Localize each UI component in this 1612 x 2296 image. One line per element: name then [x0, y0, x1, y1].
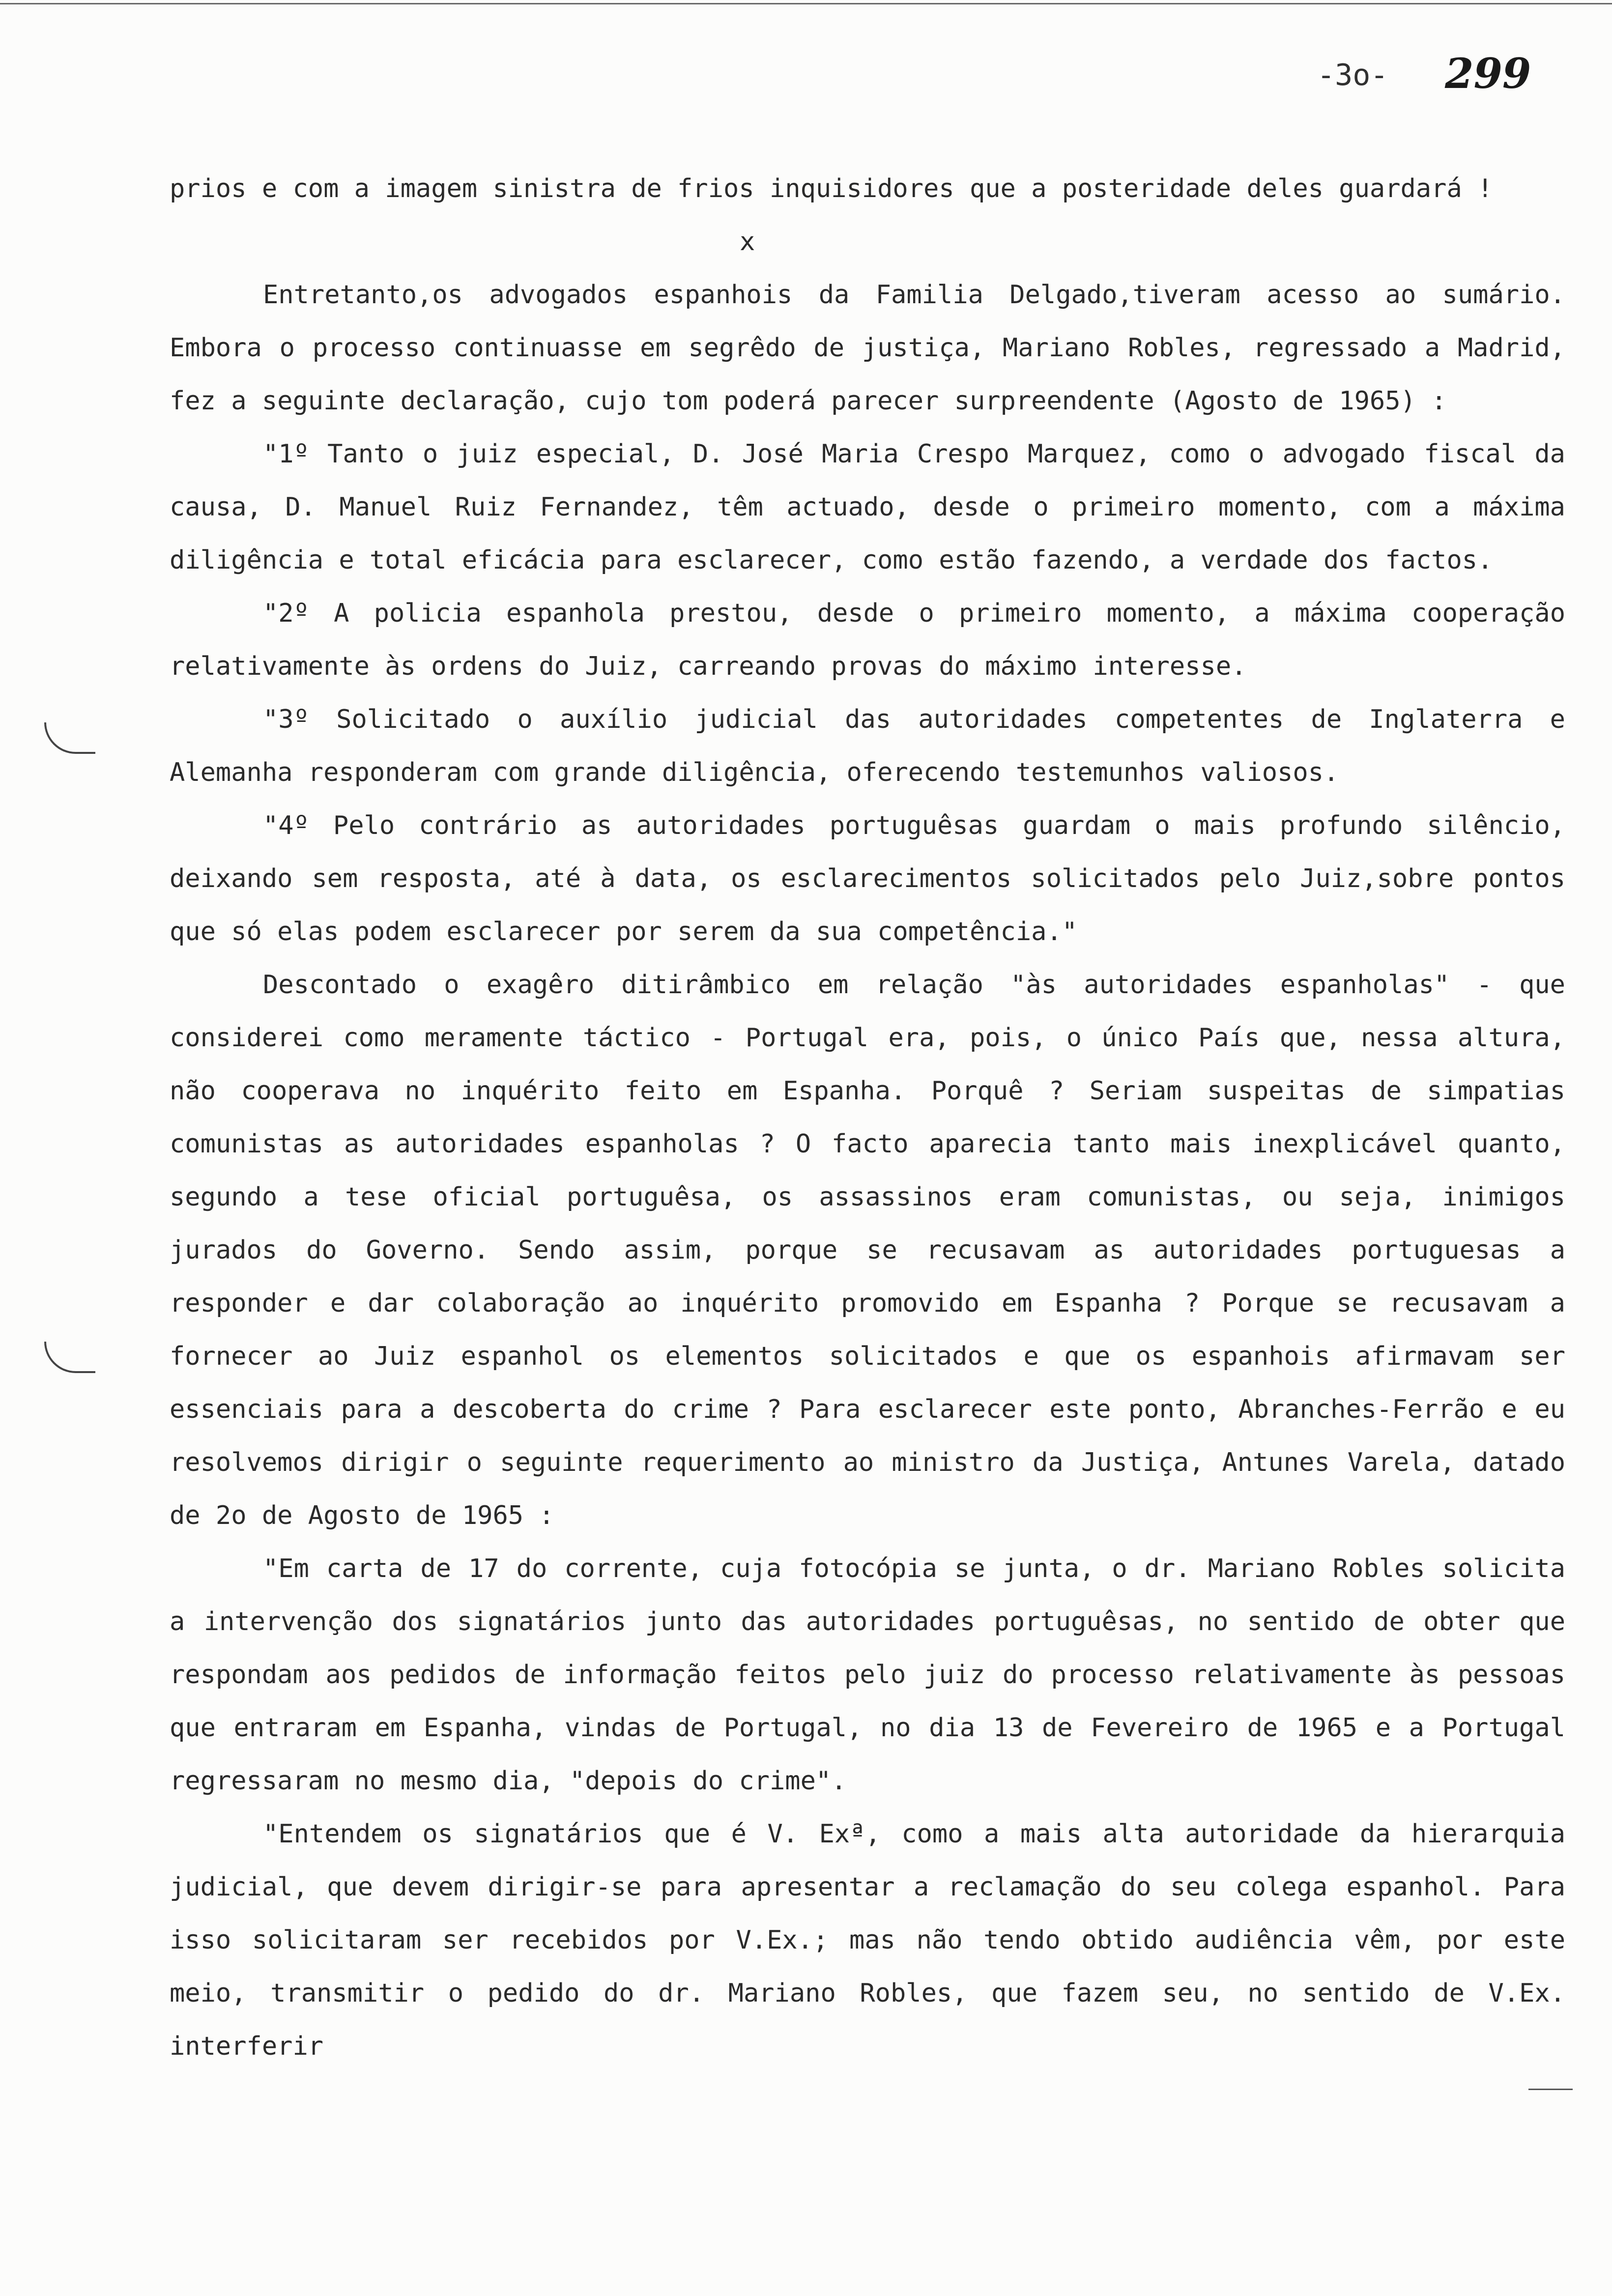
handwritten-folio-number: 299 — [1445, 49, 1531, 98]
margin-dash-mark — [1528, 2089, 1573, 2090]
quote-point-1: "1º Tanto o juiz especial, D. José Maria Crespo Marquez, como o advogado fiscal da causa, D. Manuel Ruiz Fernandez, têm actuado, desde o primeiro momento, com a máxima diligência e total eficácia para esclarecer, como estão fazendo, a verdade dos factos. — [170, 439, 1565, 575]
page-number: -3o- — [1317, 58, 1388, 92]
paragraph-continuation: prios e com a imagem sinistra de frios inquisidores que a posteridade deles guardará ! — [170, 174, 1493, 203]
page-top-edge — [0, 3, 1612, 4]
quote-point-2: "2º A policia espanhola prestou, desde o primeiro momento, a máxima cooperação relativamente às ordens do Juiz, carreando provas do máximo interesse. — [170, 599, 1565, 681]
quote-point-3: "3º Solicitado o auxílio judicial das autoridades competentes de Inglaterra e Alemanha responderam com grande diligência, oferecendo testemunhos valiosos. — [170, 705, 1565, 787]
section-separator: x — [740, 227, 755, 257]
quote-point-4: "4º Pelo contrário as autoridades portuguêsas guardam o mais profundo silêncio, deixando sem resposta, até à data, os esclarecimentos solicitados pelo Juiz,sobre pontos que só elas podem esclarecer por serem da sua competência." — [170, 811, 1565, 947]
paragraph-commentary: Descontado o exagêro ditirâmbico em relação "às autoridades espanholas" - que considerei como meramente táctico - Portugal era, pois, o único País que, nessa altura, não cooperava no inquérito feito em Espanha. Porquê ? Seriam suspeitas de simpatias comunistas as autoridades espanholas ? O facto aparecia tanto mais inexplicável quanto, segundo a tese oficial portuguêsa, os assassinos eram comunistas, ou seja, inimigos jurados do Governo. Sendo assim, porque se recusavam as autoridades portuguesas a responder e dar colaboração ao inquérito promovido em Espanha ? Porque se recusavam a fornecer ao Juiz espanhol os elementos solicitados e que os espanhois afirmavam ser essenciais para a descoberta do crime ? Para esclarecer este ponto, Abranches-Ferrão e eu resolvemos dirigir o seguinte requerimento ao ministro da Justiça, Antunes Varela, datado de 2o de Agosto de 1965 : — [170, 970, 1565, 1530]
punch-hole-mark — [44, 722, 95, 754]
paragraph-intro: Entretanto,os advogados espanhois da Familia Delgado,tiveram acesso ao sumário. Embora o processo continuasse em segrêdo de justiça, Mariano Robles, regressado a Madrid, fez a seguinte declaração, cujo tom poderá parecer surpreendente (Agosto de 1965) : — [170, 280, 1565, 416]
petition-paragraph-1: "Em carta de 17 do corrente, cuja fotocópia se junta, o dr. Mariano Robles solicita a intervenção dos signatários junto das autoridades portuguêsas, no sentido de obter que respondam aos pedidos de informação feitos pelo juiz do processo relativamente às pessoas que entraram em Espanha, vindas de Portugal, no dia 13 de Fevereiro de 1965 e a Portugal regressaram no mesmo dia, "depois do crime". — [170, 1554, 1565, 1796]
petition-paragraph-2: "Entendem os signatários que é V. Exª, como a mais alta autoridade da hierarquia judicial, que devem dirigir-se para apresentar a reclamação do seu colega espanhol. Para isso solicitaram ser recebidos por V.Ex.; mas não tendo obtido audiência vêm, por este meio, transmitir o pedido do dr. Mariano Robles, que fazem seu, no sentido de V.Ex. interferir — [170, 1819, 1565, 2061]
punch-hole-mark — [44, 1342, 95, 1373]
document-body — [170, 162, 1565, 2073]
